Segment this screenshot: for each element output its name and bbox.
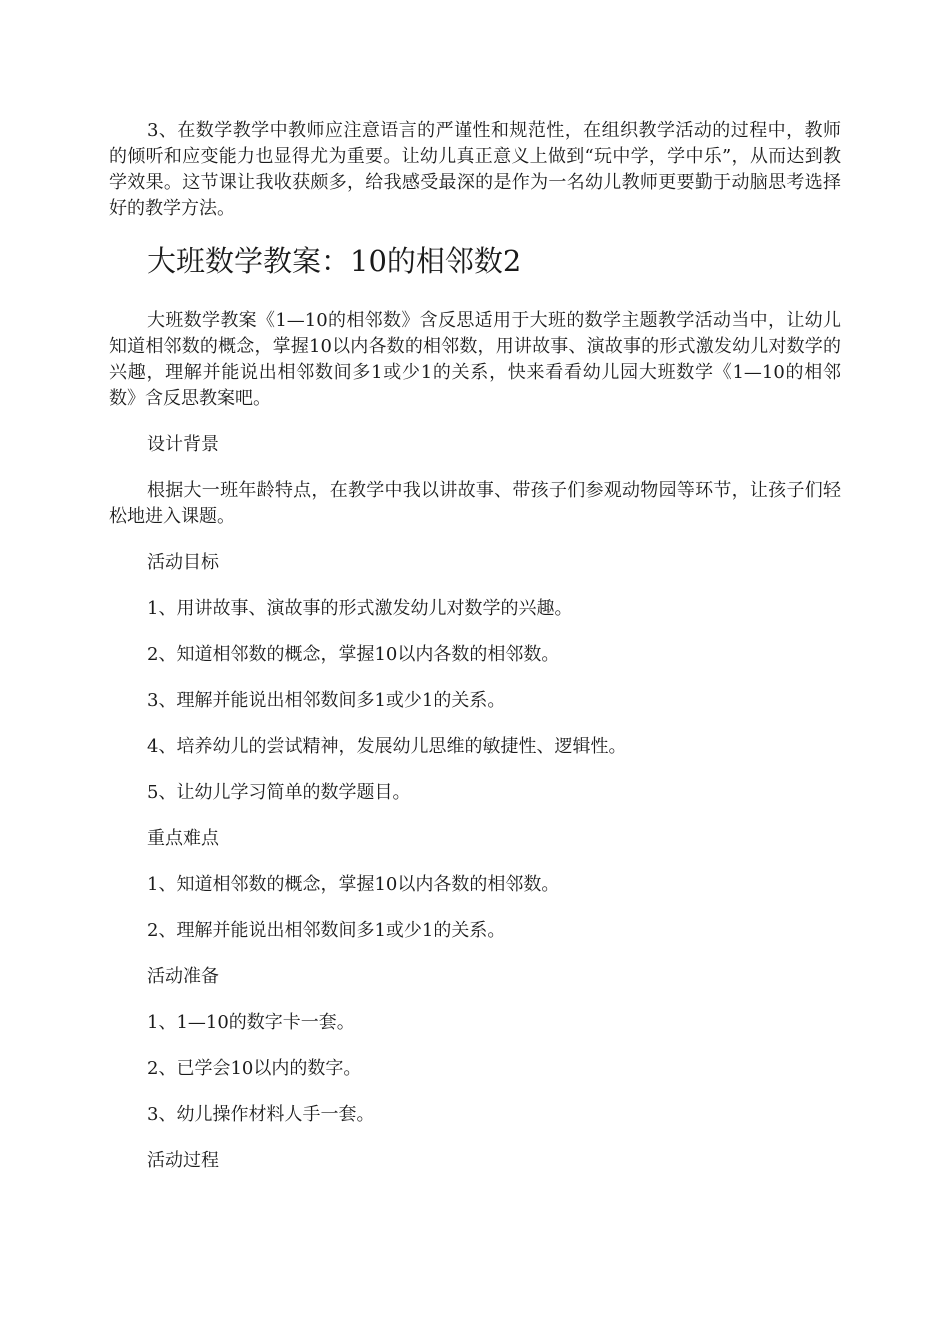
key-point-item: 2、理解并能说出相邻数间多1或少1的关系。 <box>147 920 506 941</box>
design-background-title: 设计背景 <box>147 434 219 455</box>
preparation-item: 2、已学会10以内的数字。 <box>147 1058 362 1079</box>
process-title: 活动过程 <box>147 1150 219 1171</box>
goal-item: 5、让幼儿学习简单的数学题目。 <box>147 782 411 803</box>
design-background-text: 根据大一班年龄特点，在教学中我以讲故事、带孩子们参观动物园等环节，让孩子们轻松地进入课题。 <box>109 480 841 527</box>
goal-item: 4、培养幼儿的尝试精神，发展幼儿思维的敏捷性、逻辑性。 <box>147 736 627 757</box>
key-points-title: 重点难点 <box>147 828 219 849</box>
key-point-item: 1、知道相邻数的概念，掌握10以内各数的相邻数。 <box>147 874 560 895</box>
goals-title: 活动目标 <box>147 552 219 573</box>
goal-item: 2、知道相邻数的概念，掌握10以内各数的相邻数。 <box>147 644 560 665</box>
intro-paragraph: 大班数学教案《1—10的相邻数》含反思适用于大班的数学主题教学活动当中，让幼儿知道相邻数的概念，掌握10以内各数的相邻数，用讲故事、演故事的形式激发幼儿对数学的兴趣，理解并能说出相邻数间多1或少1的关系，快来看看幼儿园大班数学《1—10的相邻数》含反思教案吧。 <box>109 310 841 409</box>
section-heading: 大班数学教案：10的相邻数2 <box>147 244 522 278</box>
goal-item: 3、理解并能说出相邻数间多1或少1的关系。 <box>147 690 506 711</box>
goal-item: 1、用讲故事、演故事的形式激发幼儿对数学的兴趣。 <box>147 598 573 619</box>
document-page <box>109 118 841 1194</box>
preparation-item: 3、幼儿操作材料人手一套。 <box>147 1104 375 1125</box>
preparation-item: 1、1—10的数字卡一套。 <box>147 1012 355 1033</box>
reflection-paragraph: 3、在数学教学中教师应注意语言的严谨性和规范性，在组织教学活动的过程中，教师的倾听和应变能力也显得尤为重要。让幼儿真正意义上做到“玩中学，学中乐”，从而达到教学效果。这节课让我收获颇多，给我感受最深的是作为一名幼儿教师更要勤于动脑思考选择好的教学方法。 <box>109 120 841 219</box>
preparation-title: 活动准备 <box>147 966 219 987</box>
